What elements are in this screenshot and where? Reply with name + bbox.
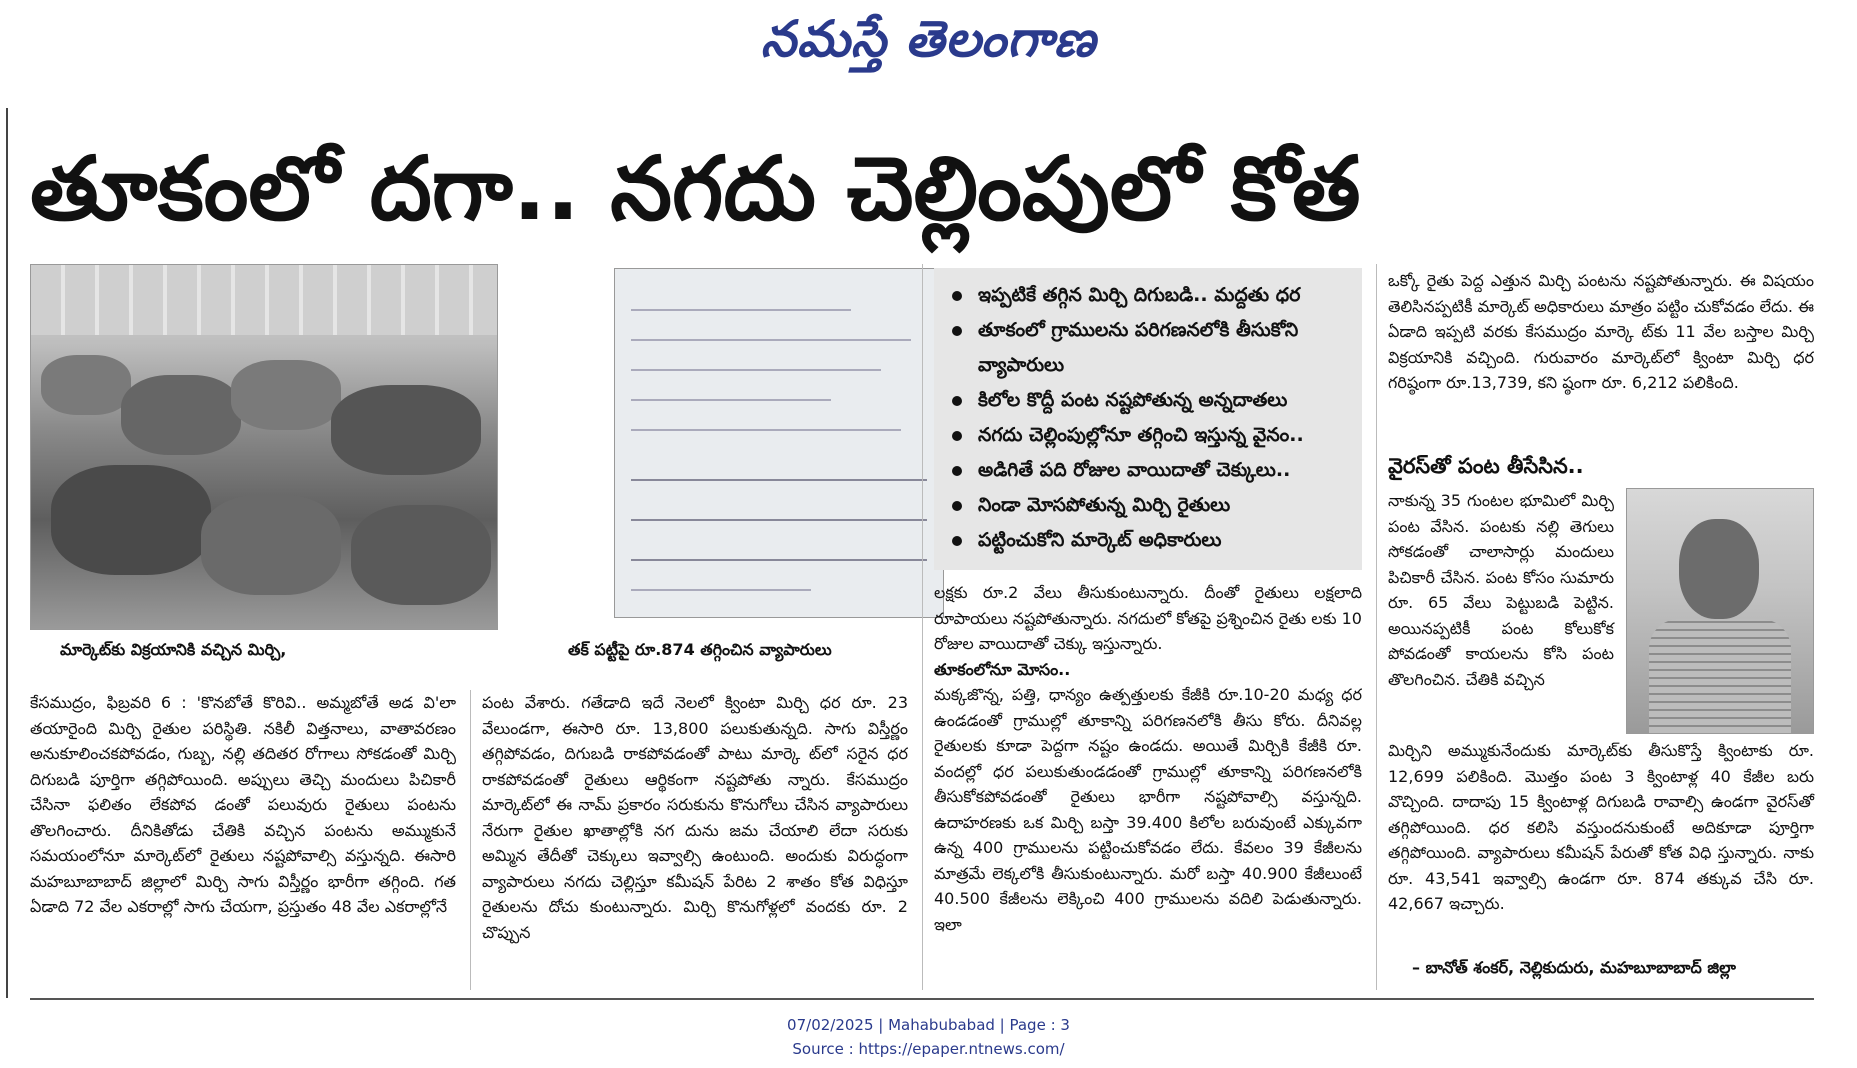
article-column-4-bottom: [1388, 738, 1814, 958]
newspaper-masthead: నమస్తే తెలంగాణ: [760, 10, 1097, 68]
article-column-2: [482, 690, 908, 986]
highlight-item: అడిగితే పది రోజుల వాయిదాతో చెక్కులు..: [948, 453, 1362, 488]
highlights-box: [934, 268, 1362, 570]
highlight-item: నిండా మోసపోతున్న మిర్చి రైతులు: [948, 488, 1362, 523]
farmer-signoff: – బానోత్ శంకర్, నెల్లికుదురు, మహబూబాబాద్ జిల్లా: [1412, 958, 1736, 977]
column-1-text: కేసముద్రం, ఫిబ్రవరి 6 : 'కొనబోతే కొరివి.. అమ్మబోతే అడ వి'లా తయారైంది మిర్చి రైతుల పరిస్థితి. నకిలీ విత్తనాలు, వాతావరణం అనుకూలించకపోవడం, గుబ్బ, నల్లి తదితర రోగాలు సోకడంతో మిర్చి దిగుబడి పూర్తిగా తగ్గిపోయింది. అప్పులు తెచ్చి మందులు పిచికారీ చేసినా ఫలితం లేకపోవ డంతో పలువురు రైతులు పంటను తొలగించారు. దీనికితోడు చేతికి వచ్చిన పంటను అమ్ముకునే సమయంలోనూ మార్కెట్‌లో రైతులు నష్టపోవాల్సి వస్తున్నది. ఈసారి మహబూబాబాద్ జిల్లాలో మిర్చి సాగు విస్తీర్ణం భారీగా తగ్గింది. గత ఏడాది 72 వేల ఎకరాల్లో సాగు చేయగా, ప్రస్తుతం 48 వేల ఎకరాల్లోనే: [30, 693, 456, 916]
footer-date-line: 07/02/2025 | Mahabubabad | Page : 3: [787, 1016, 1070, 1034]
bill-photo-caption: తక్ పట్టీపై రూ.874 తగ్గించిన వ్యాపారులు: [568, 640, 832, 659]
column-4-text-a: ఒక్కో రైతు పెద్ద ఎత్తున మిర్చి పంటను నష్టపోతున్నారు. ఈ విషయం తెలిసినప్పటికీ మార్కెట్ అధికారులు మాత్రం పట్టిం చుకోవడం లేదు. ఈ ఏడాది ఇప్పటి వరకు కేసముద్రం మార్కె ట్‌కు 11 వేల బస్తాల మిర్చి విక్రయానికి వచ్చింది. గురువారం మార్కెట్‌లో క్వింటా మిర్చి ధర గరిష్ఠంగా రూ.13,739, కని ష్ఠంగా రూ. 6,212 పలికింది.: [1388, 271, 1814, 392]
column-4-text-b: నాకున్న 35 గుంటల భూమిలో మిర్చి పంట వేసిన. పంటకు నల్లి తెగులు సోకడంతో చాలాసార్లు మందులు పిచికారీ చేసిన. పంట కోసం సుమారు రూ. 65 వేలు పెట్టుబడి పెట్టిన. అయినప్పటికీ పంట కోలుకోక పోవడంతో కాయలను కోసి పంట తొలగించిన. చేతికి వచ్చిన: [1388, 491, 1614, 689]
article-column-3: [934, 580, 1362, 990]
column-4-text-c: మిర్చిని అమ్ముకునేందుకు మార్కెట్‌కు తీసుకొస్తే క్వింటాకు రూ. 12,699 పలికింది. మొత్తం పంట 3 క్వింటాళ్ల 40 కేజీల బరు వొచ్చింది. దాదాపు 15 క్వింటాళ్ల దిగుబడి రావాల్సి ఉండగా వైరస్‌తో తగ్గిపోయింది. ధర కలిసి వస్తుందనుకుంటే అదికూడా పూర్తిగా తగ్గిపోయింది. వ్యాపారులు కమీషన్ పేరుతో కోత విధి స్తున్నారు. నాకు రూ. 43,541 ఇవ్వాల్సి ఉండగా రూ. 874 తక్కువ చేసి రూ. 42,667 ఇచ్చారు.: [1388, 741, 1814, 913]
article-headline: తూకంలో దగా.. నగదు చెల్లింపులో కోత: [30, 137, 1361, 240]
left-border-rule: [6, 108, 8, 998]
farmer-quote-wrap: [1388, 488, 1614, 734]
highlight-item: తూకంలో గ్రాములను పరిగణనలోకి తీసుకోని వ్యాపారులు: [948, 313, 1362, 383]
column-3-text-b: మక్కజొన్న, పత్తి, ధాన్యం ఉత్పత్తులకు కేజీకి రూ.10-20 మధ్య ధర ఉండడంతో గ్రాముల్లో తూకాన్ని పరిగణనలోకి తీసు కోరు. దీనివల్ల రైతులకు కూడా పెద్దగా నష్టం ఉండదు. అయితే మిర్చికి కేజీకి రూ. వందల్లో ధర పలుకుతుండడంతో గ్రాముల్లో తూకాన్ని పరిగణనలోకి తీసుకోకపోవడంతో రైతులు భారీగా నష్టపోవాల్సి వస్తున్నది. ఉదాహరణకు ఒక మిర్చి బస్తా 39.400 కిలోల బరువుంటే ఎక్కువగా ఉన్న 400 గ్రాములను పట్టించుకోవడం లేదు. కేవలం 39 కేజీలను మాత్రమే లెక్కలోకి తీసుకుంటున్నారు. మరో బస్తా 40.900 కేజీలుంటే 40.500 కేజీలను లెక్కించి 400 గ్రాములను వదిలి పెడుతున్నారు. ఇలా: [934, 685, 1362, 934]
article-column-1: [30, 690, 456, 986]
highlight-item: నగదు చెల్లింపుల్లోనూ తగ్గించి ఇస్తున్న వైనం..: [948, 418, 1362, 453]
column-3-subheading: తూకంలోనూ మోసం..: [934, 659, 1071, 679]
highlight-item: ఇప్పటికే తగ్గిన మిర్చి దిగుబడి.. మద్దతు ధర: [948, 278, 1362, 313]
column-2-text: పంట వేశారు. గతేడాది ఇదే నెలలో క్వింటా మిర్చి ధర రూ. 23 వేలుండగా, ఈసారి రూ. 13,800 పలుకుతున్నది. సాగు విస్తీర్ణం తగ్గిపోవడం, దిగుబడి రాకపోవడంతో పాటు మార్కె ట్‌లో సరైన ధర రాకపోవడంతో రైతులు ఆర్థికంగా నష్టపోతు న్నారు. కేసముద్రం మార్కెట్‌లో ఈ నామ్ ప్రకారం సరుకును కొనుగోలు చేసిన వ్యాపారులు నేరుగా రైతుల ఖాతాల్లోకి నగ దును జమ చేయాలి లేదా సరుకు అమ్మిన తేదీతో చెక్కులు ఇవ్వాల్సి ఉంటుంది. అందుకు విరుద్ధంగా వ్యాపారులు నగదు చెల్లిస్తూ కమీషన్ పేరిట 2 శాతం కోత విధిస్తూ రైతులను దోచు కుంటున్నారు. మిర్చి కొనుగోళ్లలో వందకు రూ. 2 చొప్పున: [482, 693, 908, 942]
farmer-portrait-photo: [1626, 488, 1814, 734]
article-column-4-top: [1388, 268, 1814, 438]
market-photo-caption: మార్కెట్‌కు విక్రయానికి వచ్చిన మిర్చి,: [60, 640, 287, 659]
column-divider: [1376, 264, 1377, 990]
farmer-quote-heading: వైరస్‌తో పంట తీసేసిన..: [1388, 454, 1584, 478]
highlight-item: పట్టించుకోని మార్కెట్ అధికారులు: [948, 523, 1362, 558]
highlight-item: కిలోల కొద్దీ పంట నష్టపోతున్న అన్నదాతలు: [948, 383, 1362, 418]
market-chilli-photo: [30, 264, 498, 630]
bottom-rule: [30, 998, 1814, 1000]
column-3-text-a: లక్షకు రూ.2 వేలు తీసుకుంటున్నారు. దీంతో రైతులు లక్షలాది రూపాయలు నష్టపోతున్నారు. నగదులో కోతపై ప్రశ్నించిన రైతు లకు 10 రోజుల వాయిదాతో చెక్కు ఇస్తున్నారు.: [934, 583, 1362, 653]
sale-bill-photo: [614, 268, 944, 618]
column-divider: [470, 690, 471, 990]
footer-source-line: Source : https://epaper.ntnews.com/: [792, 1040, 1065, 1058]
column-divider: [922, 264, 923, 990]
